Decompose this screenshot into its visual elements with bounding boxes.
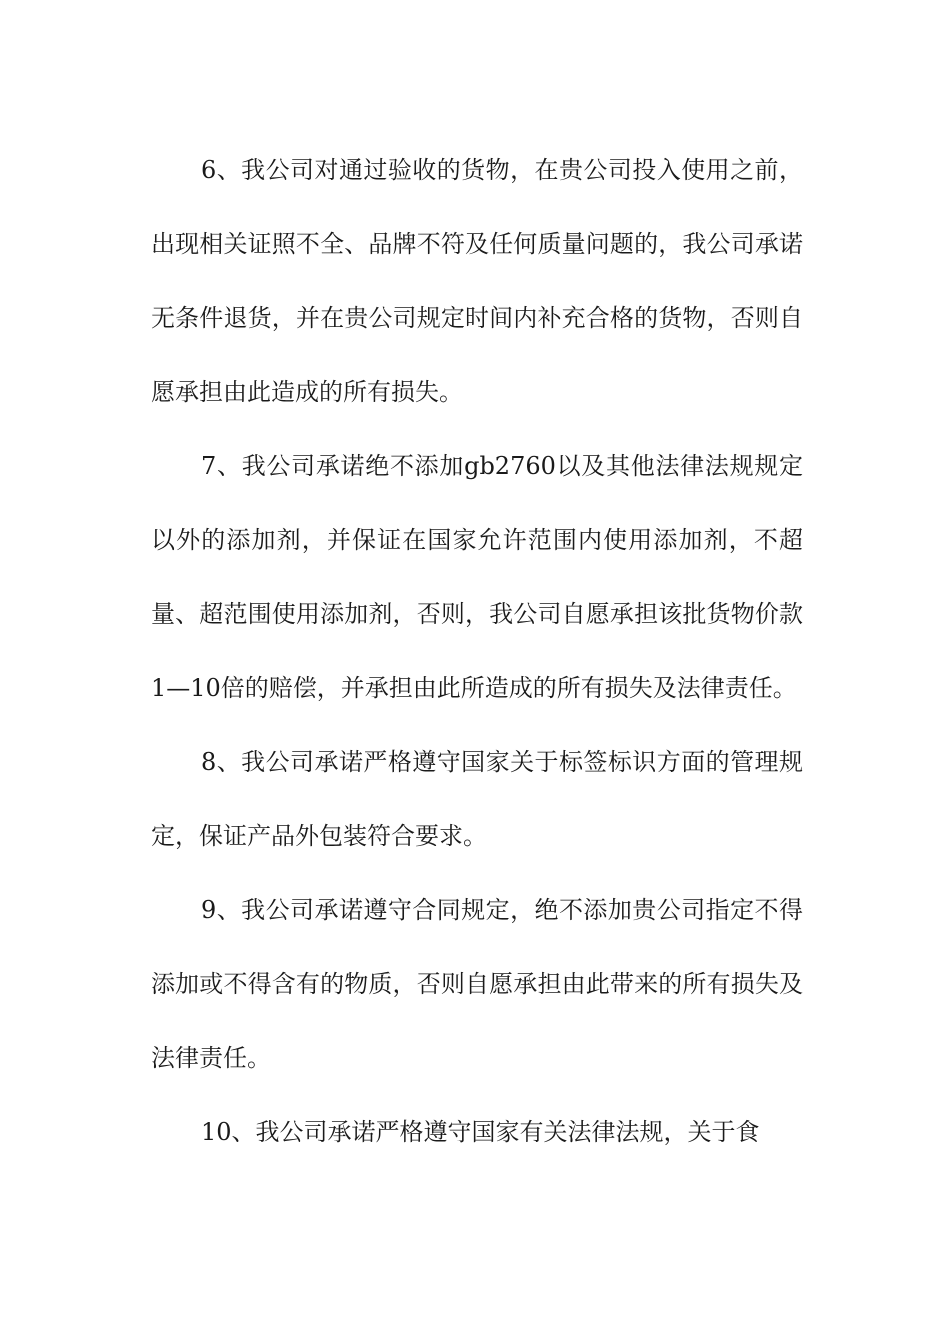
paragraph-8: 8、我公司承诺严格遵守国家关于标签标识方面的管理规定，保证产品外包装符合要求。 [151,748,803,850]
paragraph-9: 9、我公司承诺遵守合同规定，绝不添加贵公司指定不得添加或不得含有的物质，否则自愿承担由此带来的所有损失及法律责任。 [151,896,803,1072]
paragraph-7: 7、我公司承诺绝不添加gb2760以及其他法律法规规定以外的添加剂，并保证在国家允许范围内使用添加剂，不超量、超范围使用添加剂，否则，我公司自愿承担该批货物价款1—10倍的赔偿，并承担由此所造成的所有损失及法律责任。 [151,452,803,702]
paragraph-6: 6、我公司对通过验收的货物，在贵公司投入使用之前，出现相关证照不全、品牌不符及任何质量问题的，我公司承诺无条件退货，并在贵公司规定时间内补充合格的货物，否则自愿承担由此造成的所有损失。 [151,156,803,406]
document-body [151,133,803,1169]
paragraph-10: 10、我公司承诺严格遵守国家有关法律法规，关于食 [201,1118,760,1146]
